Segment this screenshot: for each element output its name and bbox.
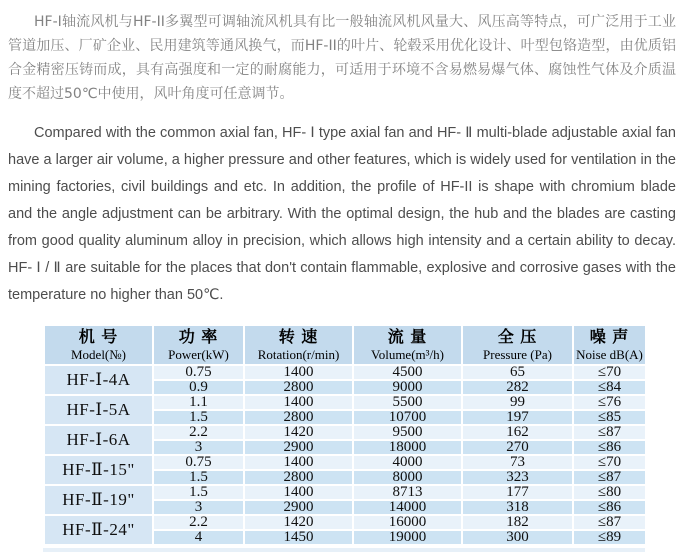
value-cell: 0.75 bbox=[153, 365, 244, 380]
value-cell: 99 bbox=[462, 395, 573, 410]
value-cell: 300 bbox=[462, 530, 573, 545]
spec-table-header-row bbox=[44, 325, 646, 365]
value-cell: 5500 bbox=[353, 395, 462, 410]
model-cell: HF-Ⅰ-5A bbox=[44, 395, 153, 425]
value-cell: 9000 bbox=[353, 380, 462, 395]
value-cell: ≤84 bbox=[573, 380, 646, 395]
value-cell: 197 bbox=[462, 410, 573, 425]
column-header-en-label: Power(kW) bbox=[168, 347, 229, 362]
value-cell: 0.9 bbox=[153, 380, 244, 395]
value-cell: 282 bbox=[462, 380, 573, 395]
fan-spec-table bbox=[43, 324, 647, 546]
column-header-5 bbox=[573, 325, 646, 365]
value-cell: ≤70 bbox=[573, 455, 646, 470]
value-cell: 2.2 bbox=[153, 515, 244, 530]
value-cell: 3 bbox=[153, 440, 244, 455]
value-cell: 2800 bbox=[244, 410, 353, 425]
value-cell: ≤86 bbox=[573, 440, 646, 455]
value-cell: 73 bbox=[462, 455, 573, 470]
value-cell: 270 bbox=[462, 440, 573, 455]
value-cell: 162 bbox=[462, 425, 573, 440]
value-cell: 1400 bbox=[244, 455, 353, 470]
value-cell: 19000 bbox=[353, 530, 462, 545]
value-cell: 0.75 bbox=[153, 455, 244, 470]
value-cell: 1.1 bbox=[153, 395, 244, 410]
table-row bbox=[44, 395, 646, 410]
value-cell: 1.5 bbox=[153, 470, 244, 485]
value-cell: 323 bbox=[462, 470, 573, 485]
spec-table-container bbox=[43, 324, 645, 552]
model-cell: HF-Ⅰ-6A bbox=[44, 425, 153, 455]
value-cell: 4000 bbox=[353, 455, 462, 470]
value-cell: ≤86 bbox=[573, 500, 646, 515]
value-cell: ≤89 bbox=[573, 530, 646, 545]
value-cell: 1400 bbox=[244, 395, 353, 410]
column-header-0 bbox=[44, 325, 153, 365]
value-cell: ≤87 bbox=[573, 470, 646, 485]
value-cell: 1420 bbox=[244, 515, 353, 530]
model-cell: HF-Ⅱ-24" bbox=[44, 515, 153, 545]
table-row bbox=[44, 365, 646, 380]
value-cell: ≤87 bbox=[573, 515, 646, 530]
value-cell: 16000 bbox=[353, 515, 462, 530]
value-cell: 18000 bbox=[353, 440, 462, 455]
column-header-cn-label: 噪 声 bbox=[589, 329, 630, 346]
value-cell: 2.2 bbox=[153, 425, 244, 440]
column-header-en-label: Noise dB(A) bbox=[576, 347, 643, 362]
value-cell: 65 bbox=[462, 365, 573, 380]
column-header-1 bbox=[153, 325, 244, 365]
column-header-4 bbox=[462, 325, 573, 365]
column-header-cn-label: 转 速 bbox=[278, 329, 319, 346]
table-row bbox=[44, 425, 646, 440]
value-cell: ≤76 bbox=[573, 395, 646, 410]
value-cell: 4500 bbox=[353, 365, 462, 380]
value-cell: 182 bbox=[462, 515, 573, 530]
value-cell: 2800 bbox=[244, 380, 353, 395]
value-cell: 1.5 bbox=[153, 410, 244, 425]
table-row bbox=[44, 485, 646, 500]
column-header-cn-label: 全 压 bbox=[497, 329, 538, 346]
intro-paragraph-english: Compared with the common axial fan, HF- Ⅰ type axial fan and HF- Ⅱ multi-blade adjustable axial fan have a larger air volume, a higher pressure and other features, which is widely used for ventilation in the mining factories, civil buildings and etc. In addition, the profile of HF-II is shape with chromium blade and the angle adjustment can be arbitrary. With the optimal design, the hub and the blades are casting from good quality aluminum alloy in precision, which allows high intensity and a certain ability to decay. HF- Ⅰ / Ⅱ are suitable for the places that don't contain flammable, explosive and corrosive gases with the temperature no higher than 50℃. bbox=[8, 125, 676, 303]
column-header-2 bbox=[244, 325, 353, 365]
value-cell: ≤70 bbox=[573, 365, 646, 380]
column-header-cn-label: 功 率 bbox=[178, 329, 219, 346]
value-cell: 14000 bbox=[353, 500, 462, 515]
value-cell: 1400 bbox=[244, 485, 353, 500]
value-cell: 2800 bbox=[244, 470, 353, 485]
value-cell: 1400 bbox=[244, 365, 353, 380]
column-header-cn-label: 机 号 bbox=[78, 329, 119, 346]
value-cell: 10700 bbox=[353, 410, 462, 425]
column-header-en-label: Pressure (Pa) bbox=[483, 347, 552, 362]
column-header-3 bbox=[353, 325, 462, 365]
model-cell: HF-Ⅱ-15" bbox=[44, 455, 153, 485]
value-cell: 177 bbox=[462, 485, 573, 500]
value-cell: 9500 bbox=[353, 425, 462, 440]
value-cell: 2900 bbox=[244, 440, 353, 455]
value-cell: ≤85 bbox=[573, 410, 646, 425]
model-cell: HF-Ⅱ-19" bbox=[44, 485, 153, 515]
value-cell: 4 bbox=[153, 530, 244, 545]
value-cell: 1420 bbox=[244, 425, 353, 440]
model-cell: HF-Ⅰ-4A bbox=[44, 365, 153, 395]
table-bottom-strip bbox=[43, 548, 645, 552]
table-row bbox=[44, 455, 646, 470]
column-header-en-label: Rotation(r/min) bbox=[257, 347, 340, 362]
value-cell: 2900 bbox=[244, 500, 353, 515]
value-cell: ≤80 bbox=[573, 485, 646, 500]
value-cell: 1.5 bbox=[153, 485, 244, 500]
column-header-en-label: Model(№) bbox=[70, 347, 126, 362]
value-cell: 3 bbox=[153, 500, 244, 515]
value-cell: 1450 bbox=[244, 530, 353, 545]
table-row bbox=[44, 515, 646, 530]
intro-paragraph-chinese: HF-I轴流风机与HF-II多翼型可调轴流风机具有比一般轴流风机风量大、风压高等特点，可广泛用于工业管道加压、厂矿企业、民用建筑等通风换气，而HF-II的叶片、轮毂采用优化设计、叶型包铬造型，由优质铝合金精密压铸而成，具有高强度和一定的耐腐能力，可适用于环境不含易燃易爆气体、腐蚀性气体及介质温度不超过50℃中使用，风叶角度可任意调节。 bbox=[8, 14, 676, 102]
value-cell: 8000 bbox=[353, 470, 462, 485]
column-header-cn-label: 流 量 bbox=[387, 329, 428, 346]
column-header-en-label: Volume(m³/h) bbox=[371, 347, 444, 362]
spec-table-body bbox=[44, 365, 646, 545]
value-cell: 318 bbox=[462, 500, 573, 515]
value-cell: ≤87 bbox=[573, 425, 646, 440]
value-cell: 8713 bbox=[353, 485, 462, 500]
